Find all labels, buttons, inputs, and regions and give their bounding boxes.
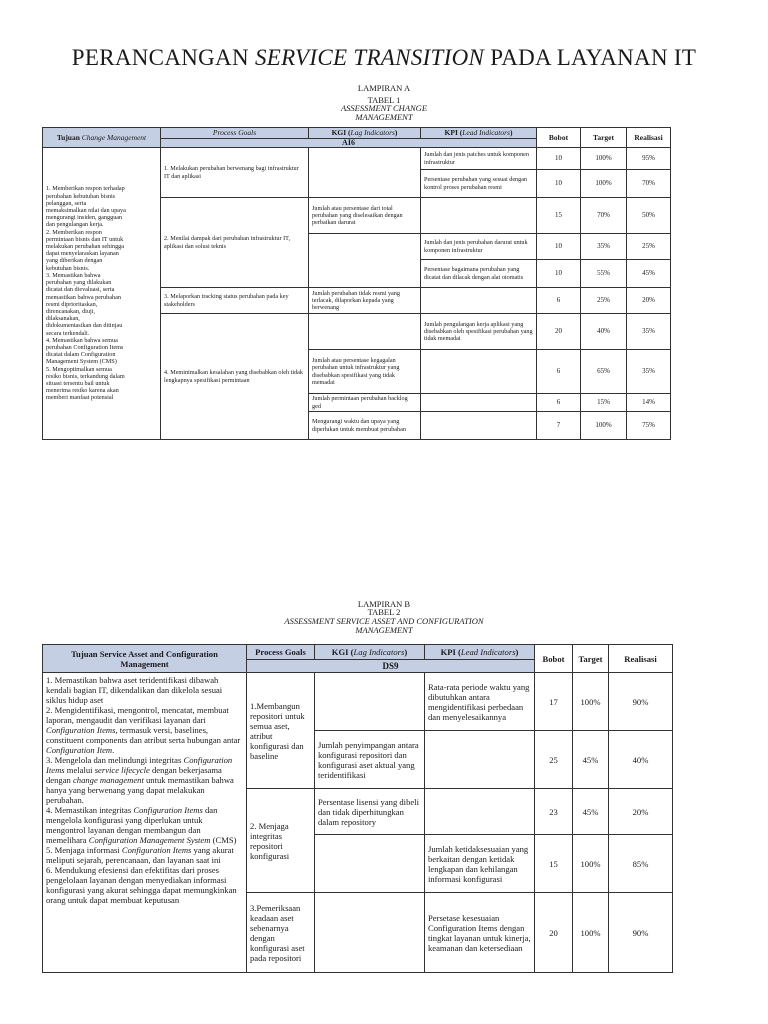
tujuan-line: 2. Memberikan respon bbox=[46, 228, 102, 236]
kgi-cell: Jumlah atau persentase kegagalan perubahan untuk infrastruktur yang disebabkan spesifikasi yang tidak memadai bbox=[309, 350, 421, 394]
realisasi-cell: 20% bbox=[627, 288, 671, 314]
tujuan-line: Management System (CMS) bbox=[46, 358, 117, 366]
bobot-cell: 25 bbox=[535, 731, 573, 789]
kgi-cell: Mengurangi waktu dan upaya yang diperlukan untuk membuat perubahan bbox=[309, 412, 421, 440]
target-cell: 65% bbox=[581, 350, 627, 394]
kgi-cell bbox=[315, 835, 425, 893]
kpi-cell: Jumlah ketidaksesuaian yang berkaitan dengan ketidak lengkapan dan kehilangan informasi konfigurasi bbox=[425, 835, 535, 893]
header-tujuan: Tujuan Change Management bbox=[43, 128, 161, 148]
tujuan-cell bbox=[43, 148, 161, 440]
realisasi-cell: 14% bbox=[627, 394, 671, 412]
realisasi-cell: 20% bbox=[609, 789, 673, 835]
tujuan-line: direncanakan, diuji, bbox=[46, 307, 95, 315]
kpi-cell: Jumlah dan jenis perubahan darurat untuk komponen infrastruktur bbox=[421, 234, 537, 260]
realisasi-cell: 40% bbox=[609, 731, 673, 789]
tujuan-line: perubahan kebutuhan bisnis bbox=[46, 192, 116, 200]
kpi-cell bbox=[421, 198, 537, 234]
tujuan-line: mengurangi insiden, gangguan bbox=[46, 214, 123, 222]
kpi-cell: Persetase kesesuaian Configuration Items dengan tingkat layanan untuk kinerja, keamanan dan ketersediaan bbox=[425, 893, 535, 973]
kgi-cell bbox=[309, 234, 421, 288]
lampiran-b-label: LAMPIRAN B bbox=[357, 599, 411, 609]
bobot-cell: 10 bbox=[537, 260, 581, 288]
target-cell: 100% bbox=[581, 412, 627, 440]
process-cell: 2. Menjaga integritas repositori konfigurasi bbox=[247, 789, 315, 893]
process-cell: 3.Pemeriksaan keadaan aset sebenarnya dengan konfigurasi aset pada repositori bbox=[247, 893, 315, 973]
kgi-cell: Persentase lisensi yang dibeli dan tidak diperhitungkan dalam repository bbox=[315, 789, 425, 835]
tujuan-line: kebutuhan bisnis. bbox=[46, 264, 90, 272]
tujuan-line: resiko bisnis, terkandung dalam bbox=[46, 372, 125, 380]
table-header-row bbox=[43, 645, 673, 660]
header-bobot: Bobot bbox=[537, 128, 581, 148]
bobot-cell: 15 bbox=[535, 835, 573, 893]
header-bobot: Bobot bbox=[535, 645, 573, 673]
target-cell: 100% bbox=[581, 170, 627, 198]
page-title: PERANCANGAN SERVICE TRANSITION PADA LAYANAN IT bbox=[71, 45, 697, 70]
bobot-cell: 20 bbox=[535, 893, 573, 973]
assessment-change-table bbox=[42, 127, 671, 440]
header-kgi: KGI (Lag Indicators) bbox=[309, 128, 421, 139]
kpi-cell: Persentase perubahan yang sesuai dengan kontrol proses perubahan resmi bbox=[421, 170, 537, 198]
tujuan-line: memastikan bahwa perubahan bbox=[46, 293, 121, 301]
bobot-cell: 6 bbox=[537, 350, 581, 394]
tujuan-line: dilaksanakan, bbox=[46, 315, 80, 323]
header-process-goals: Process Goals bbox=[247, 645, 315, 660]
process-cell: 1. Melakukan perubahan berwenang bagi infrastruktur IT dan aplikasi bbox=[161, 148, 309, 198]
table-row bbox=[43, 673, 673, 731]
kpi-cell bbox=[425, 731, 535, 789]
target-cell: 100% bbox=[581, 148, 627, 170]
kgi-cell: Jumlah penyimpangan antara konfigurasi repositori dan konfigurasi aset aktual yang teridentifikasi bbox=[315, 731, 425, 789]
header-realisasi: Realisasi bbox=[627, 128, 671, 148]
tujuan-line: situasi tersentu bail untuk bbox=[46, 379, 110, 387]
tujuan-line: yang diberikan dengan bbox=[46, 257, 103, 265]
realisasi-cell: 90% bbox=[609, 893, 673, 973]
process-cell: 1.Membangun repositori untuk semua aset, atribut konfigurasi dan baseline bbox=[247, 673, 315, 789]
target-cell: 35% bbox=[581, 234, 627, 260]
kgi-cell: Jumlah atau persentase dari total perubahan yang diselesaikan dengan perbaikan darurat bbox=[309, 198, 421, 234]
table-2-label: TABEL 2 bbox=[367, 607, 401, 617]
header-realisasi: Realisasi bbox=[609, 645, 673, 673]
realisasi-cell: 90% bbox=[609, 673, 673, 731]
kgi-cell bbox=[309, 148, 421, 198]
tujuan-line: permintaan bisnis dan IT untuk bbox=[46, 235, 124, 243]
assessment-sacm-table bbox=[42, 644, 673, 973]
bobot-cell: 10 bbox=[537, 234, 581, 260]
kpi-cell: Jumlah dan jenis patches untuk komponen infrastruktur bbox=[421, 148, 537, 170]
table-1-label: TABEL 1 bbox=[367, 95, 401, 105]
table-2-title-2: MANAGEMENT bbox=[355, 625, 413, 635]
target-cell: 100% bbox=[573, 893, 609, 973]
table-1-title: ASSESSMENT CHANGE bbox=[340, 103, 428, 113]
kpi-cell bbox=[425, 789, 535, 835]
header-target: Target bbox=[581, 128, 627, 148]
realisasi-cell: 70% bbox=[627, 170, 671, 198]
kgi-cell bbox=[309, 314, 421, 350]
target-cell: 45% bbox=[573, 731, 609, 789]
header-process-goals: Process Goals bbox=[161, 128, 309, 139]
realisasi-cell: 50% bbox=[627, 198, 671, 234]
bobot-cell: 6 bbox=[537, 394, 581, 412]
target-cell: 45% bbox=[573, 789, 609, 835]
tujuan-line: dapat menyelaraskan layanan bbox=[46, 250, 119, 258]
tujuan-line: pelanggan, serta bbox=[46, 199, 87, 207]
kgi-cell: Jumlah perubahan tidak resmi yang terlacak, dilaporkan kepada yang berwenang bbox=[309, 288, 421, 314]
tujuan-line: dicatat dan dievaluasi, serta bbox=[46, 286, 115, 294]
process-cell: 4. Meminimalkan kesalahan yang disebabkan oleh tidak lengkapnya spesifikasi permintaan bbox=[161, 314, 309, 440]
bobot-cell: 10 bbox=[537, 148, 581, 170]
tujuan-line: 3. Memastikan bahwa bbox=[46, 271, 101, 279]
tujuan-line: memaksimalkan nilai dan upaya bbox=[46, 207, 126, 215]
header-tujuan: Tujuan Service Asset and Configuration Management bbox=[43, 645, 247, 673]
tujuan-line: 4. Memastikan bahwa semua bbox=[46, 336, 118, 344]
tujuan-cell: 1. Memastikan bahwa aset teridentifikasi dibawah kendali bagian IT, dikendalikan dan dikelola sesuai siklus hidup aset 2. Mengidentifikasi, mengontrol, mencatat, membuat laporan, mengaudit dan verifikasi layanan dari Configuration Items, termasuk versi, baselines, constituent components dan atribut serta hubungan antar Configuration Item. 3. Mengelola dan melindungi integritas Configuration Items melalui service lifecycle dengan bekerjasama dengan change management untuk memastikan bahwa hanya yang berwenang yang dapat melakukan perubahan. 4. Memastikan integritas Configuration Items dan mengelola konfigurasi yang diperlukan untuk mengontrol layanan dengan membangun dan memelihara Configuration Management System (CMS) 5. Menjaga informasi Configuration Items yang akurat meliputi sejarah, perencanaan, dan layanan saat ini 6. Mendukung efesiensi dan efektifitas dari proses pengelolaan layanan dengan menyediakan informasi konfigurasi yang akurat sehingga dapat memungkinkan orang untuk dapat membuat keputusan bbox=[43, 673, 247, 973]
lampiran-a-label: LAMPIRAN A bbox=[357, 83, 411, 93]
kpi-cell bbox=[421, 350, 537, 394]
process-cell: 2. Menilai dampak dari perubahan infrastruktur IT, aplikasi dan solusi teknis bbox=[161, 198, 309, 288]
bobot-cell: 10 bbox=[537, 170, 581, 198]
bobot-cell: 23 bbox=[535, 789, 573, 835]
kpi-cell bbox=[421, 394, 537, 412]
kpi-cell: Rata-rata periode waktu yang dibutuhkan antara mengidentifikasi perbedaan dan menyelesaikannya bbox=[425, 673, 535, 731]
tujuan-line: memberi manfaat potensial bbox=[46, 394, 114, 402]
target-cell: 100% bbox=[573, 835, 609, 893]
table-row bbox=[43, 148, 671, 170]
kgi-cell bbox=[315, 673, 425, 731]
bobot-cell: 15 bbox=[537, 198, 581, 234]
kpi-cell: Persentase bagaimana perubahan yang dicatat dan dilacak dengan alat otomatis bbox=[421, 260, 537, 288]
table-1-title-2: MANAGEMENT bbox=[355, 112, 413, 122]
tujuan-line: dan pengulangan kerja. bbox=[46, 221, 104, 229]
bobot-cell: 6 bbox=[537, 288, 581, 314]
target-cell: 15% bbox=[581, 394, 627, 412]
target-cell: 40% bbox=[581, 314, 627, 350]
tujuan-line: perubahan yang dilakukan bbox=[46, 279, 112, 287]
bobot-cell: 7 bbox=[537, 412, 581, 440]
header-kgi: KGI (Lag Indicators) bbox=[315, 645, 425, 660]
realisasi-cell: 95% bbox=[627, 148, 671, 170]
table-2-title: ASSESSMENT SERVICE ASSET AND CONFIGURATION bbox=[284, 616, 484, 626]
realisasi-cell: 85% bbox=[609, 835, 673, 893]
kpi-cell: Jumlah pengulangan kerja aplikasi yang disebabkan oleh spesifikasi perubahan yang tidak memadai bbox=[421, 314, 537, 350]
process-cell: 3. Melaporkan tracking status perubahan pada key stakeholders bbox=[161, 288, 309, 314]
realisasi-cell: 25% bbox=[627, 234, 671, 260]
group-label: AI6 bbox=[161, 139, 537, 148]
tujuan-line: didokumentasikan dan ditinjau bbox=[46, 322, 123, 330]
header-kpi: KPI (Lead Indicators) bbox=[425, 645, 535, 660]
kgi-cell: Jumlah permintaan perubahan backlog ged bbox=[309, 394, 421, 412]
tujuan-line: melakukan perubahan sehingga bbox=[46, 243, 125, 251]
tujuan-line: perubahan Configuration Items bbox=[46, 343, 124, 351]
tujuan-line: 1. Memberikan respon terhadap bbox=[46, 185, 125, 193]
realisasi-cell: 45% bbox=[627, 260, 671, 288]
target-cell: 100% bbox=[573, 673, 609, 731]
target-cell: 70% bbox=[581, 198, 627, 234]
tujuan-line: menerima resiko karena akan bbox=[46, 387, 119, 395]
tujuan-line: secara terkendali. bbox=[46, 329, 90, 337]
bobot-cell: 20 bbox=[537, 314, 581, 350]
kpi-cell bbox=[421, 412, 537, 440]
kpi-cell bbox=[421, 288, 537, 314]
realisasi-cell: 35% bbox=[627, 350, 671, 394]
realisasi-cell: 35% bbox=[627, 314, 671, 350]
target-cell: 55% bbox=[581, 260, 627, 288]
table-header-row bbox=[43, 128, 671, 139]
target-cell: 25% bbox=[581, 288, 627, 314]
tujuan-line: resmi diprioritaskan, bbox=[46, 300, 98, 308]
group-label: DS9 bbox=[247, 660, 535, 673]
header-kpi: KPI (Lead Indicators) bbox=[421, 128, 537, 139]
bobot-cell: 17 bbox=[535, 673, 573, 731]
realisasi-cell: 75% bbox=[627, 412, 671, 440]
tujuan-line: dicatat dalam Configuration bbox=[46, 351, 116, 359]
header-target: Target bbox=[573, 645, 609, 673]
tujuan-line: 5. Mengoptimalkan semua bbox=[46, 365, 112, 373]
kgi-cell bbox=[315, 893, 425, 973]
